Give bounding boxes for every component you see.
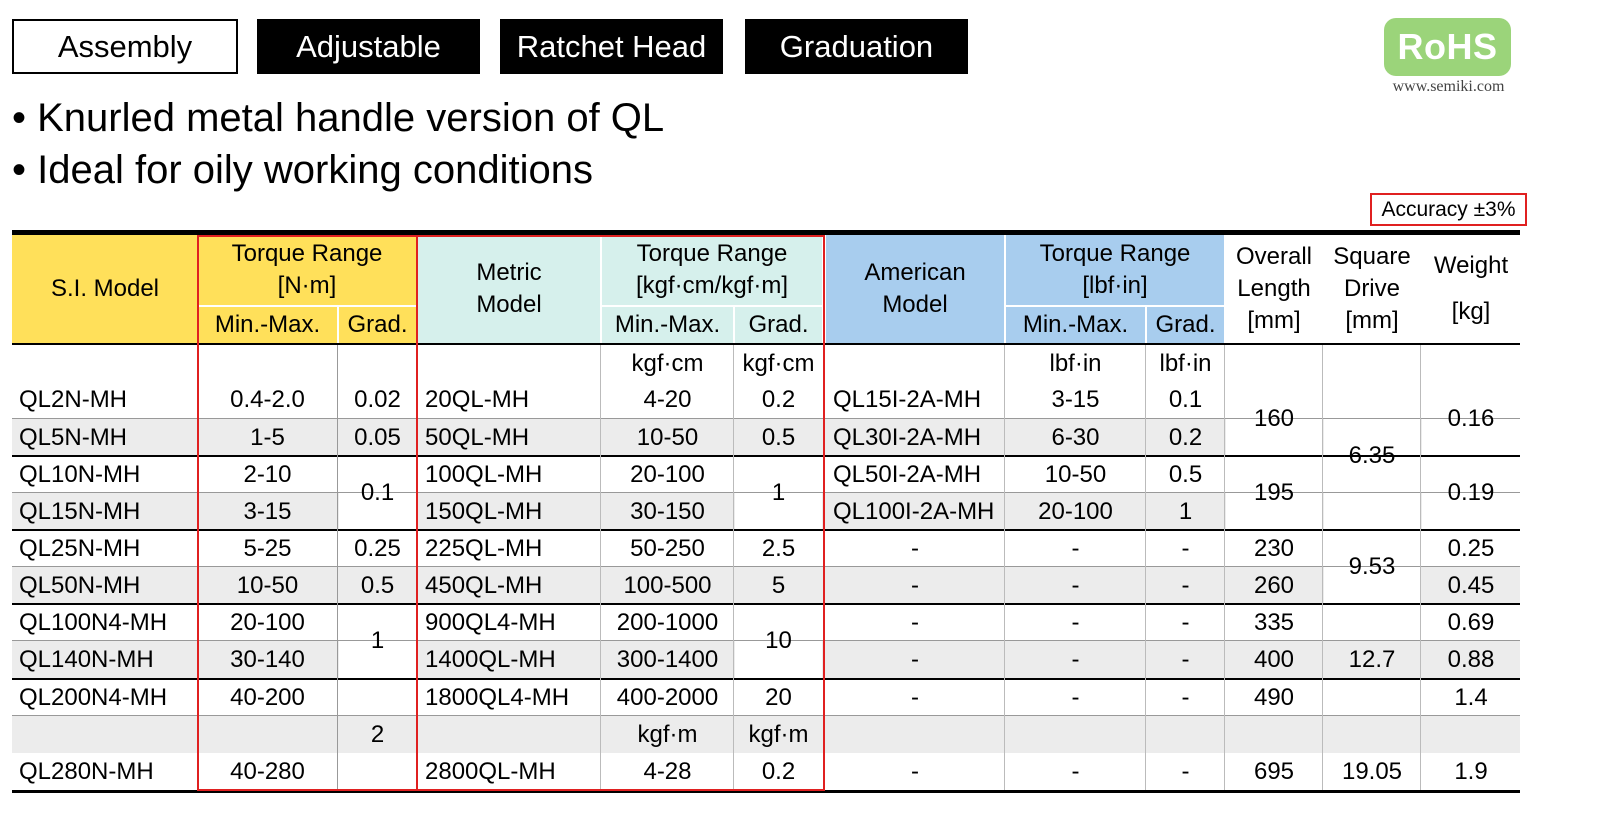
- header-torque-kgf: [602, 235, 822, 305]
- table-cell-length: 490: [1253, 683, 1295, 711]
- table-cell-nm-range: 40-200: [230, 683, 305, 711]
- table-cell-weight: 0.88: [1447, 645, 1495, 673]
- rohs-logo: RoHS: [1384, 18, 1511, 76]
- table-cell-lbf-range: -: [1071, 534, 1080, 562]
- table-cell-nm-range: 3-15: [243, 497, 292, 525]
- table-cell-metric-model: 20QL-MH: [425, 386, 530, 413]
- site-url: www.semiki.com: [1392, 78, 1505, 95]
- table-cell-metric-model: 1800QL4-MH: [425, 683, 570, 711]
- table-cell-nm-grad: 2: [370, 720, 385, 748]
- col-separator: [337, 345, 338, 790]
- header-length-line1: Overall: [1235, 243, 1313, 270]
- table-cell-weight: 0.69: [1447, 608, 1495, 636]
- table-cell-kgf-range: 50-250: [630, 534, 705, 562]
- table-bottom-border: [12, 790, 1520, 793]
- table-cell-lbf-range: 6-30: [1051, 423, 1100, 451]
- table-cell-lbf-grad: -: [1181, 683, 1190, 711]
- unit-lbf-in-grad: lbf·in: [1159, 350, 1212, 377]
- table-cell-american-model: -: [911, 571, 919, 599]
- table-cell-kgf-grad: 2.5: [761, 534, 796, 562]
- table-cell-length: 160: [1253, 405, 1295, 432]
- tag-assembly[interactable]: Assembly: [12, 19, 238, 74]
- table-cell-si-model: QL280N-MH: [19, 757, 154, 785]
- unit-kgf-m: kgf·m: [637, 720, 698, 748]
- table-cell-square: 12.7: [1348, 645, 1396, 673]
- col-separator: [1420, 345, 1421, 790]
- header-si-model: S.I. Model: [12, 235, 198, 343]
- header-torque-lbf-line1: Torque Range: [1039, 240, 1191, 267]
- table-cell-nm-grad: 0.25: [354, 534, 401, 562]
- table-cell-kgf-range: 100-500: [623, 571, 712, 599]
- table-cell-weight: 0.19: [1447, 479, 1495, 506]
- table-cell-si-model: QL5N-MH: [19, 423, 128, 451]
- table-cell-si-model: QL50N-MH: [19, 571, 141, 599]
- table-cell-metric-model: 1400QL-MH: [425, 645, 556, 673]
- table-cell-si-model: QL15N-MH: [19, 497, 141, 525]
- table-cell-nm-grad: 0.05: [354, 423, 401, 451]
- table-cell-metric-model: 2800QL-MH: [425, 757, 556, 785]
- header-torque-nm-line2: [N·m]: [277, 272, 337, 299]
- col-separator: [600, 345, 601, 790]
- col-separator: [1004, 345, 1005, 790]
- table-cell-square: 19.05: [1341, 757, 1403, 785]
- table-cell-si-model: QL2N-MH: [19, 386, 128, 413]
- table-cell-kgf-grad: 0.5: [761, 423, 796, 451]
- table-cell-nm-range: 30-140: [230, 645, 305, 673]
- table-cell-si-model: QL200N4-MH: [19, 683, 168, 711]
- header-torque-kgf-line1: Torque Range: [636, 240, 788, 267]
- table-cell-kgf-range: 4-20: [643, 386, 692, 413]
- table-cell-american-model: -: [911, 757, 919, 785]
- header-square-drive: [1324, 235, 1420, 343]
- tag-ratchet-head[interactable]: Ratchet Head: [500, 19, 723, 74]
- table-cell-kgf-range: 300-1400: [616, 645, 719, 673]
- table-cell-american-model: QL15I-2A-MH: [833, 386, 982, 413]
- accuracy-note: Accuracy ±3%: [1370, 193, 1527, 226]
- tag-graduation[interactable]: Graduation: [745, 19, 968, 74]
- table-cell-nm-grad: 1: [370, 627, 385, 654]
- table-cell-metric-model: 150QL-MH: [425, 497, 543, 525]
- unit-kgf-m-grad: kgf·m: [748, 720, 809, 748]
- table-cell-si-model: QL10N-MH: [19, 460, 141, 488]
- col-separator: [1224, 345, 1225, 790]
- header-torque-nm-line1: Torque Range: [231, 240, 383, 267]
- table-cell-american-model: -: [911, 534, 919, 562]
- table-cell-length: 195: [1253, 479, 1295, 506]
- header-torque-lbf: [1006, 235, 1224, 305]
- table-cell-nm-range: 20-100: [230, 608, 305, 636]
- tag-adjustable[interactable]: Adjustable: [257, 19, 480, 74]
- table-cell-lbf-grad: 0.2: [1168, 423, 1203, 451]
- table-cell-lbf-grad: -: [1181, 645, 1190, 673]
- table-cell-kgf-range: 10-50: [636, 423, 699, 451]
- header-american-line2: Model: [882, 291, 948, 318]
- header-american-line1: American: [864, 259, 966, 286]
- table-cell-kgf-grad: 5: [771, 571, 786, 599]
- table-cell-weight: 0.25: [1447, 534, 1495, 562]
- header-american-model: [826, 235, 1004, 343]
- table-cell-length: 230: [1253, 534, 1295, 562]
- table-cell-weight: 0.16: [1447, 405, 1495, 432]
- header-nm-grad: Grad.: [339, 307, 416, 343]
- table-cell-length: 335: [1253, 608, 1295, 636]
- header-metric-line2: Model: [476, 291, 542, 318]
- table-cell-american-model: -: [911, 683, 919, 711]
- unit-lbf-in: lbf·in: [1049, 350, 1102, 377]
- table-cell-weight: 0.45: [1447, 571, 1495, 599]
- table-cell-american-model: QL30I-2A-MH: [833, 423, 982, 451]
- header-kgf-grad: Grad.: [735, 307, 822, 343]
- table-cell-nm-range: 40-280: [230, 757, 305, 785]
- table-cell-kgf-grad: 10: [765, 627, 792, 654]
- table-cell-metric-model: 450QL-MH: [425, 571, 543, 599]
- header-weight: [1422, 235, 1520, 343]
- header-torque-kgf-line2: [kgf·cm/kgf·m]: [635, 272, 788, 299]
- table-cell-lbf-range: 10-50: [1044, 460, 1107, 488]
- table-cell-lbf-grad: -: [1181, 534, 1190, 562]
- table-cell-lbf-range: -: [1071, 608, 1080, 636]
- header-lbf-minmax: Min.-Max.: [1006, 307, 1145, 343]
- table-cell-kgf-grad: 0.2: [761, 386, 796, 413]
- table-cell-kgf-range: 4-28: [643, 757, 692, 785]
- table-cell-nm-range: 2-10: [243, 460, 292, 488]
- table-cell-kgf-range: 200-1000: [616, 608, 719, 636]
- table-cell-weight: 1.4: [1454, 683, 1488, 711]
- table-cell-lbf-range: -: [1071, 571, 1080, 599]
- col-separator: [1145, 345, 1146, 790]
- table-cell-lbf-grad: 0.5: [1168, 460, 1203, 488]
- table-cell-nm-grad: 0.5: [360, 571, 395, 599]
- table-cell-nm-range: 1-5: [250, 423, 285, 451]
- header-torque-nm: [198, 235, 416, 305]
- table-cell-nm-range: 10-50: [236, 571, 299, 599]
- table-cell-nm-grad: 0.1: [360, 479, 395, 506]
- header-length-line2: Length: [1237, 275, 1311, 302]
- table-cell-lbf-grad: 1: [1178, 497, 1193, 525]
- table-cell-metric-model: 50QL-MH: [425, 423, 530, 451]
- table-cell-kgf-grad: 20: [765, 683, 792, 711]
- header-torque-lbf-line2: [lbf·in]: [1082, 272, 1148, 299]
- table-cell-lbf-range: 3-15: [1051, 386, 1100, 413]
- table-cell-lbf-range: -: [1071, 683, 1080, 711]
- header-metric-line1: Metric: [476, 259, 542, 286]
- header-nm-minmax: Min.-Max.: [198, 307, 337, 343]
- table-cell-lbf-grad: -: [1181, 571, 1190, 599]
- table-cell-american-model: -: [911, 645, 919, 673]
- table-cell-kgf-grad: 0.2: [761, 757, 796, 785]
- table-cell-american-model: QL50I-2A-MH: [833, 460, 982, 488]
- table-cell-nm-range: 5-25: [243, 534, 292, 562]
- table-cell-kgf-grad: 1: [771, 479, 786, 506]
- header-metric-model: [418, 235, 600, 343]
- header-overall-length: [1226, 235, 1322, 343]
- table-cell-american-model: -: [911, 608, 919, 636]
- unit-kgf-cm: kgf·cm: [631, 350, 704, 377]
- table-cell-lbf-grad: -: [1181, 757, 1190, 785]
- bullet-2: • Ideal for oily working conditions: [12, 148, 593, 192]
- unit-kgf-cm-grad: kgf·cm: [742, 350, 815, 377]
- table-cell-lbf-range: -: [1071, 757, 1080, 785]
- table-cell-length: 260: [1253, 571, 1295, 599]
- table-cell-lbf-grad: -: [1181, 608, 1190, 636]
- header-square-line1: Square: [1333, 243, 1411, 270]
- header-length-line3: [mm]: [1247, 307, 1301, 334]
- table-cell-lbf-grad: 0.1: [1168, 386, 1203, 413]
- table-cell-metric-model: 100QL-MH: [425, 460, 543, 488]
- table-cell-lbf-range: -: [1071, 645, 1080, 673]
- table-cell-nm-range: 0.4-2.0: [230, 386, 305, 413]
- table-cell-metric-model: 900QL4-MH: [425, 608, 556, 636]
- col-separator: [1322, 345, 1323, 790]
- header-weight-line1: Weight: [1433, 251, 1509, 279]
- table-cell-si-model: QL25N-MH: [19, 534, 141, 562]
- table-cell-nm-grad: 0.02: [354, 386, 401, 413]
- table-cell-lbf-range: 20-100: [1038, 497, 1113, 525]
- table-cell-si-model: QL100N4-MH: [19, 608, 168, 636]
- table-cell-kgf-range: 20-100: [630, 460, 705, 488]
- table-cell-american-model: QL100I-2A-MH: [833, 497, 995, 525]
- table-cell-length: 400: [1253, 645, 1295, 673]
- table-cell-metric-model: 225QL-MH: [425, 534, 543, 562]
- table-cell-square: 9.53: [1348, 553, 1396, 580]
- header-lbf-grad: Grad.: [1147, 307, 1224, 343]
- bullet-1: • Knurled metal handle version of QL: [12, 96, 665, 140]
- table-cell-square: 6.35: [1348, 442, 1396, 469]
- header-kgf-minmax: Min.-Max.: [602, 307, 733, 343]
- col-separator: [733, 345, 734, 790]
- table-cell-length: 695: [1253, 757, 1295, 785]
- header-weight-line2: [kg]: [1451, 298, 1491, 326]
- header-square-line3: [mm]: [1345, 307, 1399, 334]
- table-cell-kgf-range: 400-2000: [616, 683, 719, 711]
- table-cell-si-model: QL140N-MH: [19, 645, 154, 673]
- table-cell-weight: 1.9: [1454, 757, 1488, 785]
- table-cell-kgf-range: 30-150: [630, 497, 705, 525]
- header-square-line2: Drive: [1343, 275, 1400, 302]
